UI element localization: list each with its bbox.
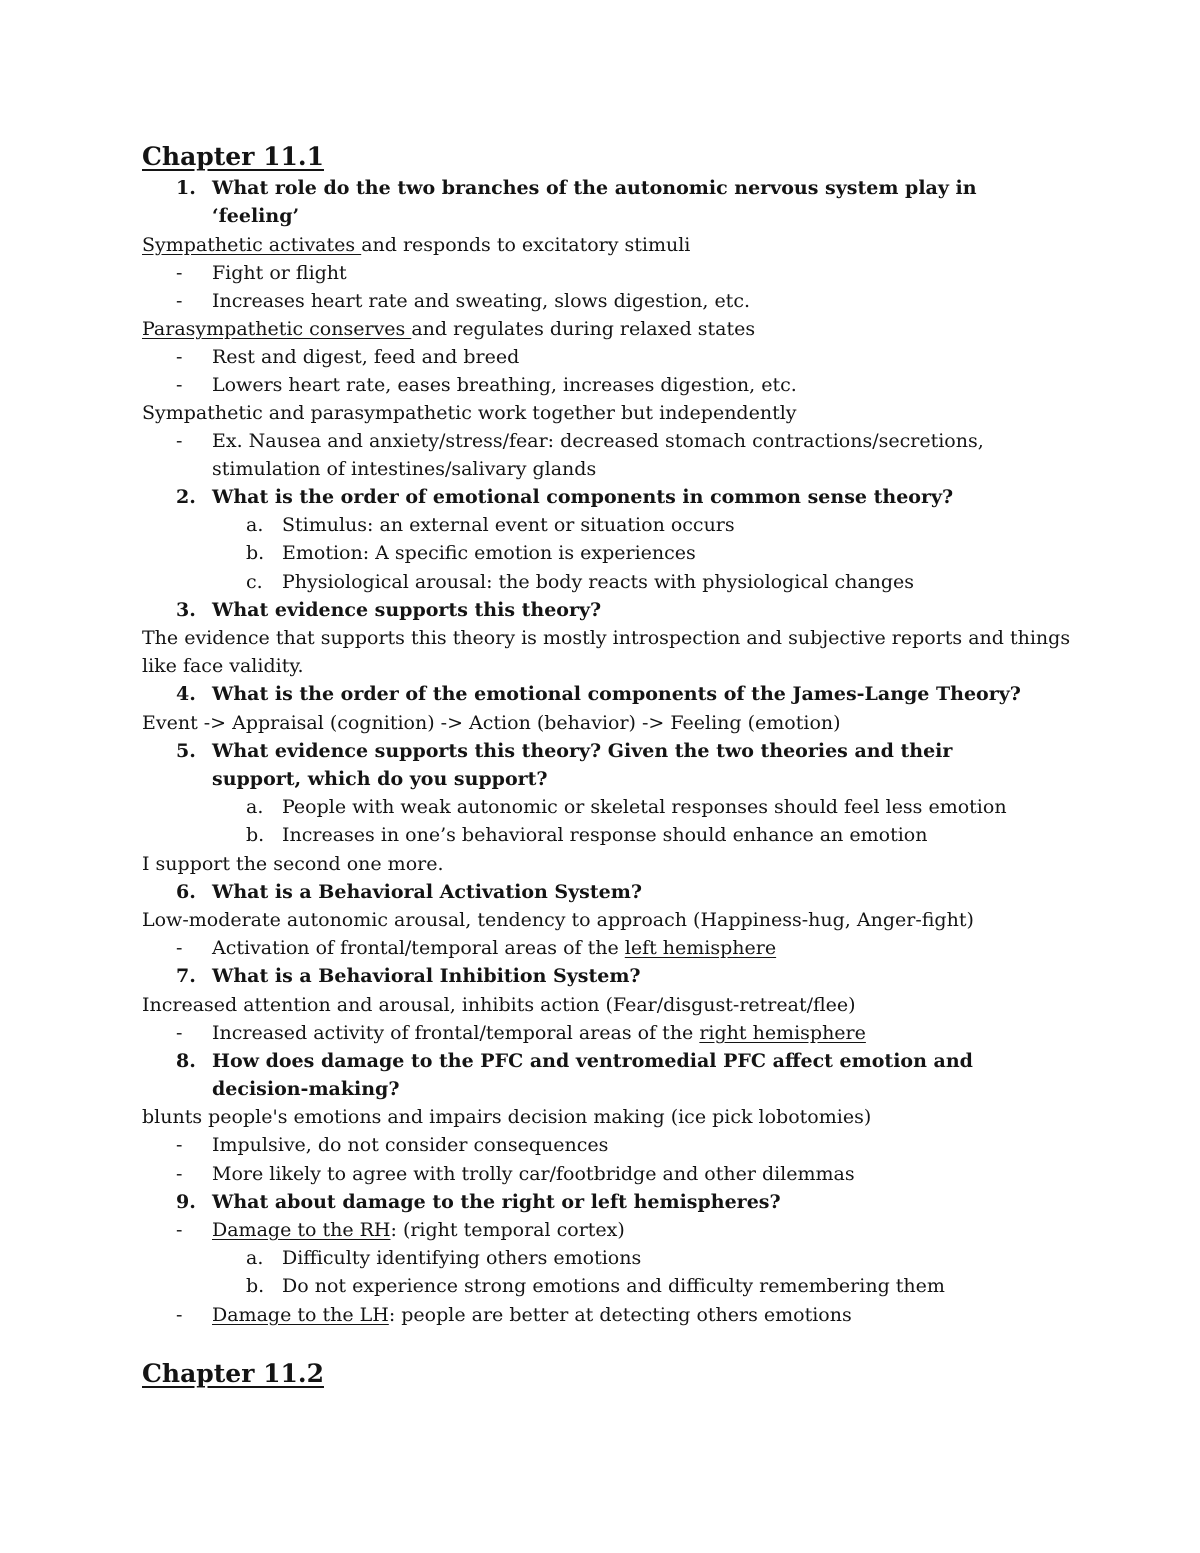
question-6: What is a Behavioral Activation System?	[212, 881, 642, 903]
bullet-item: Increases heart rate and sweating, slows digestion, etc.	[212, 290, 751, 312]
bullet-item-cont: stimulation of intestines/salivary glands	[212, 458, 597, 480]
question-4: What is the order of the emotional components of the James-Lange Theory?	[212, 683, 1021, 705]
bullet-dash: -	[176, 262, 183, 284]
right-hemisphere-term: right hemisphere	[699, 1022, 866, 1044]
parasympathetic-text: and regulates during relaxed states	[411, 318, 756, 340]
question-number: 7.	[176, 965, 196, 987]
list-marker: c.	[246, 571, 263, 593]
question-3: What evidence supports this theory?	[212, 599, 602, 621]
bullet-item: Rest and digest, feed and breed	[212, 346, 520, 368]
question-number: 3.	[176, 599, 196, 621]
bullet-item: Impulsive, do not consider consequences	[212, 1134, 609, 1156]
bullet-item: More likely to agree with trolly car/footbridge and other dilemmas	[212, 1163, 855, 1185]
question-1-cont: ‘feeling’	[212, 205, 300, 227]
list-item: People with weak autonomic or skeletal responses should feel less emotion	[282, 796, 1007, 818]
bullet-dash: -	[176, 346, 183, 368]
question-number: 2.	[176, 486, 196, 508]
list-marker: a.	[246, 1247, 264, 1269]
bullet-item: Ex. Nausea and anxiety/stress/fear: decreased stomach contractions/secretions,	[212, 430, 984, 452]
list-item: Do not experience strong emotions and difficulty remembering them	[282, 1275, 945, 1297]
bullet-text: : (right temporal cortex)	[390, 1219, 625, 1241]
answer-line	[142, 315, 755, 343]
question-number: 9.	[176, 1191, 196, 1213]
answer-line: I support the second one more.	[142, 853, 444, 875]
question-number: 6.	[176, 881, 196, 903]
question-number: 8.	[176, 1050, 196, 1072]
list-marker: b.	[246, 1275, 265, 1297]
bullet-dash: -	[176, 1022, 183, 1044]
question-5-cont: support, which do you support?	[212, 768, 548, 790]
chapter-heading: Chapter 11.1	[142, 142, 324, 171]
list-marker: a.	[246, 796, 264, 818]
question-8: How does damage to the PFC and ventromedial PFC affect emotion and	[212, 1050, 973, 1072]
question-1: What role do the two branches of the autonomic nervous system play in	[212, 177, 977, 199]
bullet-dash: -	[176, 1219, 183, 1241]
list-marker: a.	[246, 514, 264, 536]
question-2: What is the order of emotional components in common sense theory?	[212, 486, 954, 508]
parasympathetic-label: Parasympathetic conserves	[142, 318, 412, 340]
bullet-dash: -	[176, 1304, 183, 1326]
list-item: Emotion: A specific emotion is experiences	[282, 542, 696, 564]
answer-line: Increased attention and arousal, inhibits action (Fear/disgust-retreat/flee)	[142, 994, 856, 1016]
list-item: Increases in one’s behavioral response should enhance an emotion	[282, 824, 928, 846]
bullet-item	[212, 934, 776, 962]
question-number: 4.	[176, 683, 196, 705]
list-item: Physiological arousal: the body reacts with physiological changes	[282, 571, 915, 593]
list-marker: b.	[246, 542, 265, 564]
bullet-item	[212, 1019, 866, 1047]
bullet-item	[212, 1301, 852, 1329]
question-7: What is a Behavioral Inhibition System?	[212, 965, 641, 987]
answer-line: The evidence that supports this theory is mostly introspection and subjective reports and things	[142, 627, 1071, 649]
damage-lh-term: Damage to the LH	[212, 1304, 389, 1326]
question-number: 1.	[176, 177, 196, 199]
answer-line: Low-moderate autonomic arousal, tendency to approach (Happiness-hug, Anger-fight)	[142, 909, 974, 931]
bullet-item	[212, 1216, 625, 1244]
bullet-text: : people are better at detecting others emotions	[388, 1304, 852, 1326]
bullet-dash: -	[176, 1163, 183, 1185]
sympathetic-label: Sympathetic activates	[142, 234, 362, 256]
chapter-heading: Chapter 11.2	[142, 1359, 324, 1388]
bullet-dash: -	[176, 937, 183, 959]
question-5: What evidence supports this theory? Given the two theories and their	[212, 740, 953, 762]
question-number: 5.	[176, 740, 196, 762]
question-8-cont: decision-making?	[212, 1078, 400, 1100]
answer-line: blunts people's emotions and impairs decision making (ice pick lobotomies)	[142, 1106, 872, 1128]
bullet-item: Lowers heart rate, eases breathing, increases digestion, etc.	[212, 374, 797, 396]
bullet-dash: -	[176, 1134, 183, 1156]
left-hemisphere-term: left hemisphere	[624, 937, 777, 959]
bullet-text: Activation of frontal/temporal areas of the	[212, 937, 625, 959]
damage-rh-term: Damage to the RH	[212, 1219, 391, 1241]
bullet-text: Increased activity of frontal/temporal areas of the	[212, 1022, 700, 1044]
list-item: Stimulus: an external event or situation occurs	[282, 514, 735, 536]
answer-line: Event -> Appraisal (cognition) -> Action (behavior) -> Feeling (emotion)	[142, 712, 841, 734]
bullet-dash: -	[176, 290, 183, 312]
answer-line: like face validity.	[142, 655, 304, 677]
bullet-dash: -	[176, 430, 183, 452]
question-9: What about damage to the right or left hemispheres?	[212, 1191, 781, 1213]
list-marker: b.	[246, 824, 265, 846]
sympathetic-text: and responds to excitatory stimuli	[361, 234, 691, 256]
bullet-dash: -	[176, 374, 183, 396]
bullet-item: Fight or flight	[212, 262, 347, 284]
answer-line: Sympathetic and parasympathetic work together but independently	[142, 402, 797, 424]
answer-line	[142, 231, 690, 259]
list-item: Difficulty identifying others emotions	[282, 1247, 642, 1269]
